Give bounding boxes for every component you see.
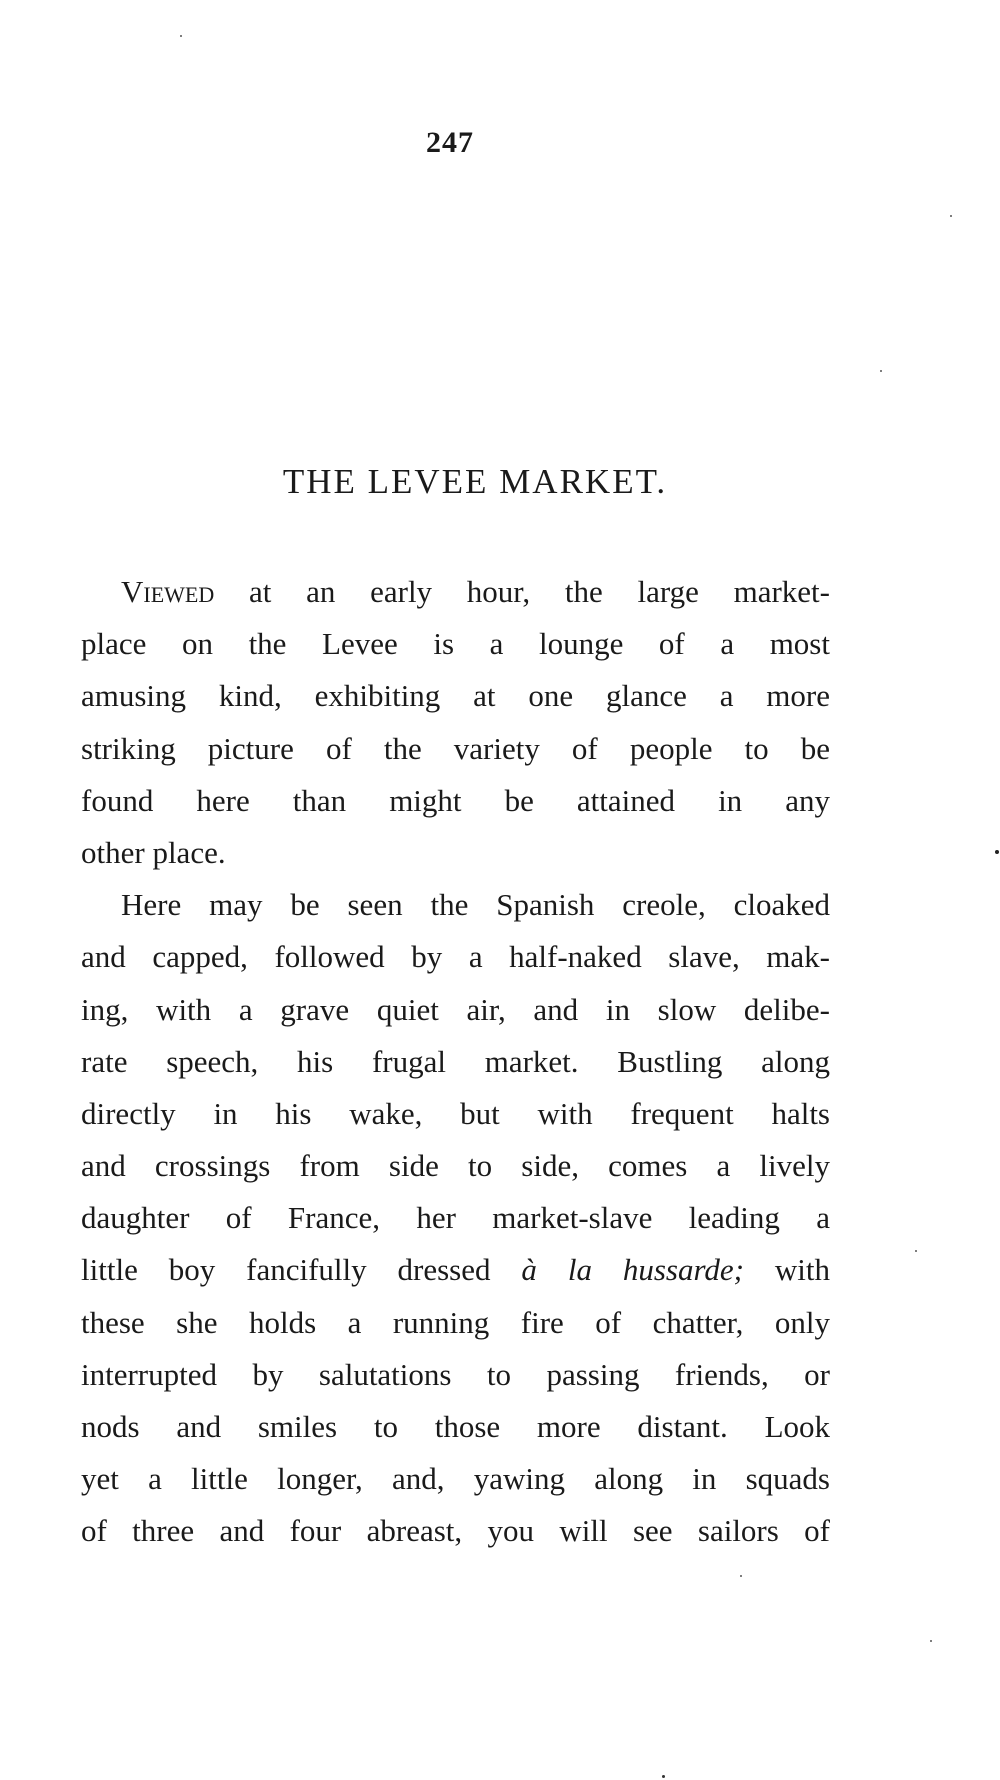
page-number: 247 [426,126,474,159]
body-text [81,566,830,1558]
text-fragment: at an early hour, the large market- [214,574,830,609]
scan-speck [662,1775,665,1778]
text-line: found here than might be attained in any [81,782,830,818]
text-line: daughter of France, her market-slave leading a [81,1200,830,1236]
text-line: amusing kind, exhibiting at one glance a more [81,678,830,714]
text-line: interrupted by salutations to passing friends, or [81,1356,830,1392]
text-line: and crossings from side to side, comes a lively [81,1148,830,1184]
text-fragment: with [743,1252,830,1288]
text-line: rate speech, his frugal market. Bustling along [81,1043,830,1079]
text-line: and capped, followed by a half-naked slave, mak- [81,939,830,975]
text-line: these she holds a running fire of chatter, only [81,1304,830,1340]
chapter-title: THE LEVEE MARKET. [282,462,668,501]
scan-speck [950,215,952,217]
text-line: other place. [81,834,226,870]
text-line [81,566,830,618]
text-line: yet a little longer, and, yawing along in squads [81,1461,830,1497]
scan-speck [180,35,182,37]
scan-speck [740,1575,742,1577]
text-line: nods and smiles to those more distant. Look [81,1409,830,1444]
scan-speck [880,370,882,372]
italic-phrase: à la hussarde; [521,1252,744,1288]
text-line [81,1244,830,1296]
text-line: ing, with a grave quiet air, and in slow delibe- [81,991,830,1027]
lead-word: Viewed [121,574,215,609]
scan-speck [930,1640,932,1642]
text-line: Here may be seen the Spanish creole, cloaked [121,887,830,923]
text-line: striking picture of the variety of people to be [81,730,830,766]
scan-speck [995,850,999,854]
text-line: directly in his wake, but with frequent halts [81,1095,830,1131]
scan-speck [915,1250,917,1252]
text-fragment: little boy fancifully dressed [81,1252,522,1288]
text-line: place on the Levee is a lounge of a most [81,626,830,662]
text-line: of three and four abreast, you will see sailors of [81,1513,830,1549]
